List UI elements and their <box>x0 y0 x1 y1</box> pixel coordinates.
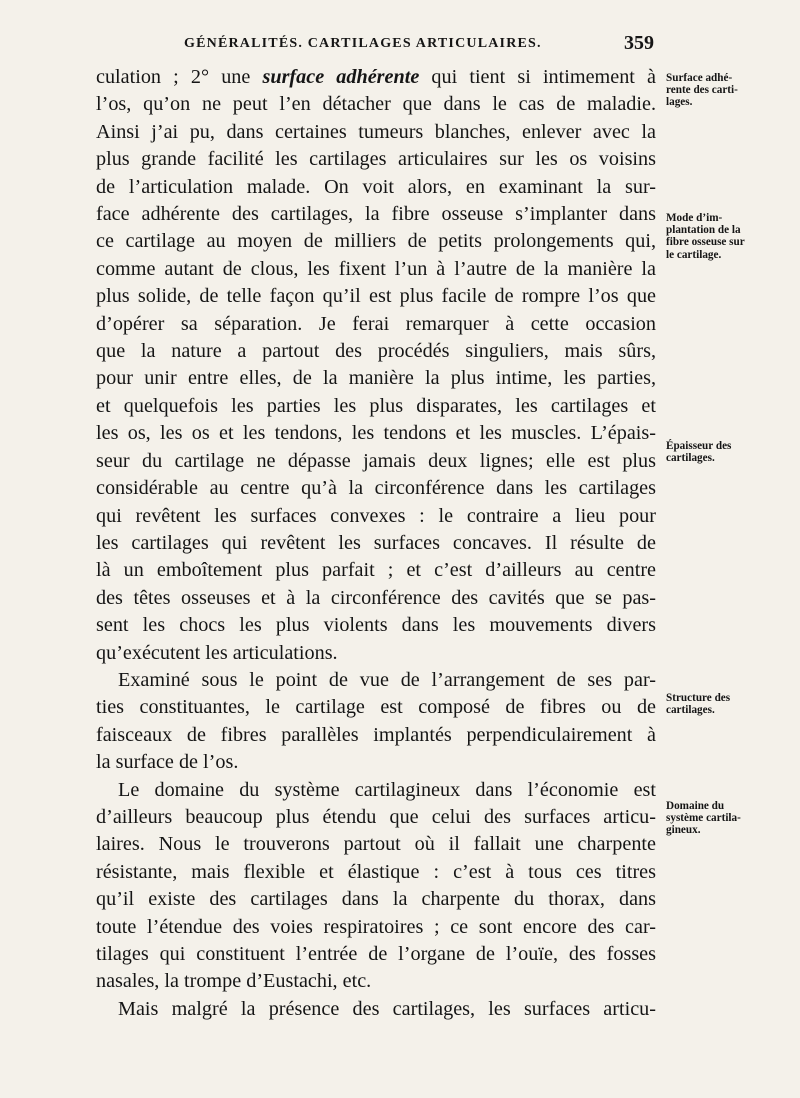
text-line: laires. Nous le trouverons partout où il fallait une charpente <box>96 833 656 856</box>
text-line: les cartilages qui revêtent les surfaces concaves. Il résulte de <box>96 531 656 554</box>
text-line: des têtes osseuses et à la circonférence des cavités que se pas- <box>96 586 656 609</box>
text-line: toute l’étendue des voies respiratoires ; ce sont encore des car- <box>96 915 656 938</box>
text-line: plus grande facilité les cartilages articulaires sur les os voisins <box>96 148 656 171</box>
text-line: pour unir entre elles, de la manière la plus intime, les parties, <box>96 367 656 390</box>
text-line: Mais malgré la présence des cartilages, les surfaces articu- <box>118 997 656 1020</box>
text-line: tilages qui constituent l’entrée de l’organe de l’ouïe, des fosses <box>96 943 656 965</box>
text-line: ties constituantes, le cartilage est composé de fibres ou de <box>96 696 656 719</box>
header-title: GÉNÉRALITÉS. CARTILAGES ARTICULAIRES. <box>184 36 542 51</box>
text-line: considérable au centre qu’à la circonférence dans les cartilages <box>96 477 656 500</box>
running-header <box>96 32 656 58</box>
body-text <box>96 64 656 1023</box>
text-line: nasales, la trompe d’Eustachi, etc. <box>96 970 372 993</box>
text-line: et quelquefois les parties les plus disparates, les cartilages et <box>96 394 656 417</box>
text-line: Le domaine du système cartilagineux dans l’économie est <box>118 778 656 801</box>
text-line: Ainsi j’ai pu, dans certaines tumeurs blanches, enlever avec la <box>96 120 656 143</box>
text-line: d’ailleurs beaucoup plus étendu que celui des surfaces articu- <box>96 805 656 828</box>
text-line: faisceaux de fibres parallèles implantés perpendiculairement à <box>96 723 656 746</box>
text-line: Examiné sous le point de vue de l’arrangement de ses par- <box>118 668 656 691</box>
margin-note-mode-implantation: Mode d’im- plantation de la fibre osseuse sur le cartilage. <box>666 212 745 261</box>
text-line: la surface de l’os. <box>96 751 239 774</box>
text-line: qui revêtent les surfaces convexes : le contraire a lieu pour <box>96 504 656 527</box>
text-line: plus solide, de telle façon qu’il est plus facile de rompre l’os que <box>96 285 656 308</box>
text-line: culation ; 2° une surface adhérente qui tient si intimement à <box>96 66 656 88</box>
text-line: sent les chocs les plus violents dans les mouvements divers <box>96 614 656 637</box>
margin-note-surface-adherente: Surface adhé- rente des carti- lages. <box>666 72 738 109</box>
text-line: comme autant de clous, les fixent l’un à l’autre de la manière la <box>96 257 656 280</box>
text-line: de l’articulation malade. On voit alors, en examinant la sur- <box>96 175 656 198</box>
text-line: là un emboîtement plus parfait ; et c’est d’ailleurs au centre <box>96 559 656 582</box>
text-line: ce cartilage au moyen de milliers de petits prolongements qui, <box>96 230 656 253</box>
text-line: l’os, qu’on ne peut l’en détacher que dans le cas de maladie. <box>96 93 656 116</box>
margin-note-domaine: Domaine du système cartila- gineux. <box>666 800 741 837</box>
text-line: seur du cartilage ne dépasse jamais deux lignes; elle est plus <box>96 449 656 472</box>
text-line: qu’il existe des cartilages dans la charpente du thorax, dans <box>96 888 656 911</box>
text-line: les os, les os et les tendons, les tendons et les muscles. L’épais- <box>96 422 656 445</box>
margin-note-epaisseur: Épaisseur des cartilages. <box>666 440 732 465</box>
text-line: que la nature a partout des procédés singuliers, mais sûrs, <box>96 340 656 363</box>
page-number: 359 <box>624 32 654 54</box>
emphasis: surface adhérente <box>262 66 420 88</box>
text-line: face adhérente des cartilages, la fibre osseuse s’implanter dans <box>96 203 656 226</box>
text-line: qu’exécutent les articulations. <box>96 641 338 664</box>
text-line: résistante, mais flexible et élastique : c’est à tous ces titres <box>96 860 656 883</box>
margin-note-structure: Structure des cartilages. <box>666 692 731 717</box>
text-line: d’opérer sa séparation. Je ferai remarquer à cette occasion <box>96 312 656 335</box>
